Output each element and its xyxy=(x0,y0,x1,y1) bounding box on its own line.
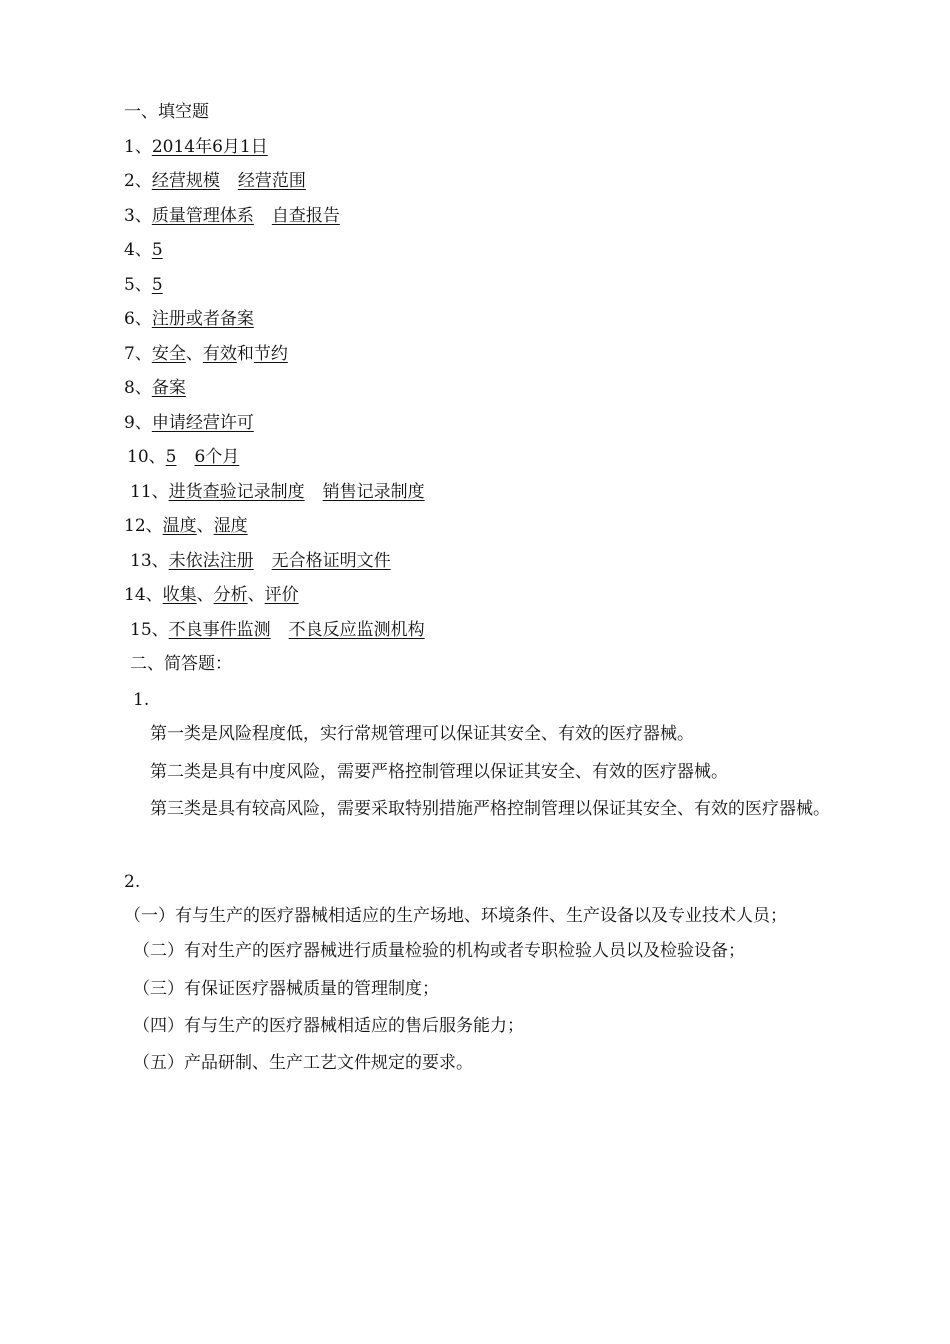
connector: 、 xyxy=(196,585,214,605)
fill-item-10 xyxy=(127,446,239,468)
answer: 节约 xyxy=(253,344,288,364)
connector: 、 xyxy=(247,585,265,605)
item-number: 15、 xyxy=(130,620,169,640)
question-1-paragraph-3: 第三类是具有较高风险，需要采取特别措施严格控制管理以保证其安全、有效的医疗器械。 xyxy=(150,799,830,819)
item-number: 1、 xyxy=(124,137,152,157)
answer: 注册或者备案 xyxy=(151,309,254,329)
connector: 和 xyxy=(236,344,254,364)
connector: 、 xyxy=(185,344,203,364)
answer: 经营规模 xyxy=(151,171,220,191)
fill-item-6 xyxy=(124,308,254,330)
answer: 2014年6月1日 xyxy=(151,137,268,157)
fill-item-11 xyxy=(130,481,425,503)
question-2-item-4: （四）有与生产的医疗器械相适应的售后服务能力； xyxy=(133,1016,524,1036)
item-number: 6、 xyxy=(124,309,152,329)
answer: 评价 xyxy=(264,585,299,605)
answer: 经营范围 xyxy=(237,171,306,191)
connector: 、 xyxy=(196,516,214,536)
fill-item-14 xyxy=(124,584,299,606)
fill-item-12 xyxy=(124,515,248,537)
fill-item-4 xyxy=(124,239,163,261)
item-number: 9、 xyxy=(124,413,152,433)
question-2-item-2: （二）有对生产的医疗器械进行质量检验的机构或者专职检验人员以及检验设备； xyxy=(133,941,745,961)
answer: 5 xyxy=(165,447,177,467)
answer: 有效 xyxy=(202,344,237,364)
item-number: 5、 xyxy=(124,275,152,295)
question-2-item-1: （一）有与生产的医疗器械相适应的生产场地、环境条件、生产设备以及专业技术人员； xyxy=(124,906,787,926)
question-2-item-3: （三）有保证医疗器械质量的管理制度； xyxy=(133,979,439,999)
item-number: 12、 xyxy=(124,516,163,536)
answer: 自查报告 xyxy=(271,206,340,226)
fill-item-3 xyxy=(124,205,340,227)
answer: 5 xyxy=(151,275,163,295)
item-number: 14、 xyxy=(124,585,163,605)
question-1-paragraph-1: 第一类是风险程度低，实行常规管理可以保证其安全、有效的医疗器械。 xyxy=(150,724,694,744)
item-number: 10、 xyxy=(127,447,166,467)
answer: 6个月 xyxy=(194,447,240,467)
fill-item-13 xyxy=(130,550,391,572)
answer: 销售记录制度 xyxy=(322,482,425,502)
answer: 未依法注册 xyxy=(168,551,254,571)
answer: 安全 xyxy=(151,344,186,364)
question-1-number: 1. xyxy=(133,690,150,710)
fill-item-2 xyxy=(124,170,306,192)
item-number: 3、 xyxy=(124,206,152,226)
fill-item-8 xyxy=(124,377,186,399)
item-number: 8、 xyxy=(124,378,152,398)
answer: 不良反应监测机构 xyxy=(288,620,425,640)
answer: 备案 xyxy=(151,378,186,398)
answer: 申请经营许可 xyxy=(151,413,254,433)
answer: 5 xyxy=(151,240,163,260)
item-number: 4、 xyxy=(124,240,152,260)
fill-item-15 xyxy=(130,619,425,641)
answer: 质量管理体系 xyxy=(151,206,254,226)
answer: 不良事件监测 xyxy=(168,620,271,640)
item-number: 2、 xyxy=(124,171,152,191)
question-2-number: 2. xyxy=(124,872,141,892)
question-2-item-5: （五）产品研制、生产工艺文件规定的要求。 xyxy=(133,1053,473,1073)
section1-title: 一、填空题 xyxy=(124,102,209,122)
answer: 湿度 xyxy=(213,516,248,536)
question-1-paragraph-2: 第二类是具有中度风险，需要严格控制管理以保证其安全、有效的医疗器械。 xyxy=(150,762,728,782)
item-number: 13、 xyxy=(130,551,169,571)
item-number: 11、 xyxy=(130,482,169,502)
answer: 温度 xyxy=(162,516,197,536)
answer: 无合格证明文件 xyxy=(271,551,391,571)
fill-item-7 xyxy=(124,343,288,365)
answer: 进货查验记录制度 xyxy=(168,482,305,502)
answer: 收集 xyxy=(162,585,197,605)
fill-item-5 xyxy=(124,274,163,296)
fill-item-9 xyxy=(124,412,254,434)
fill-item-1 xyxy=(124,136,268,158)
item-number: 7、 xyxy=(124,344,152,364)
section2-title: 二、简答题： xyxy=(130,654,232,674)
answer: 分析 xyxy=(213,585,248,605)
